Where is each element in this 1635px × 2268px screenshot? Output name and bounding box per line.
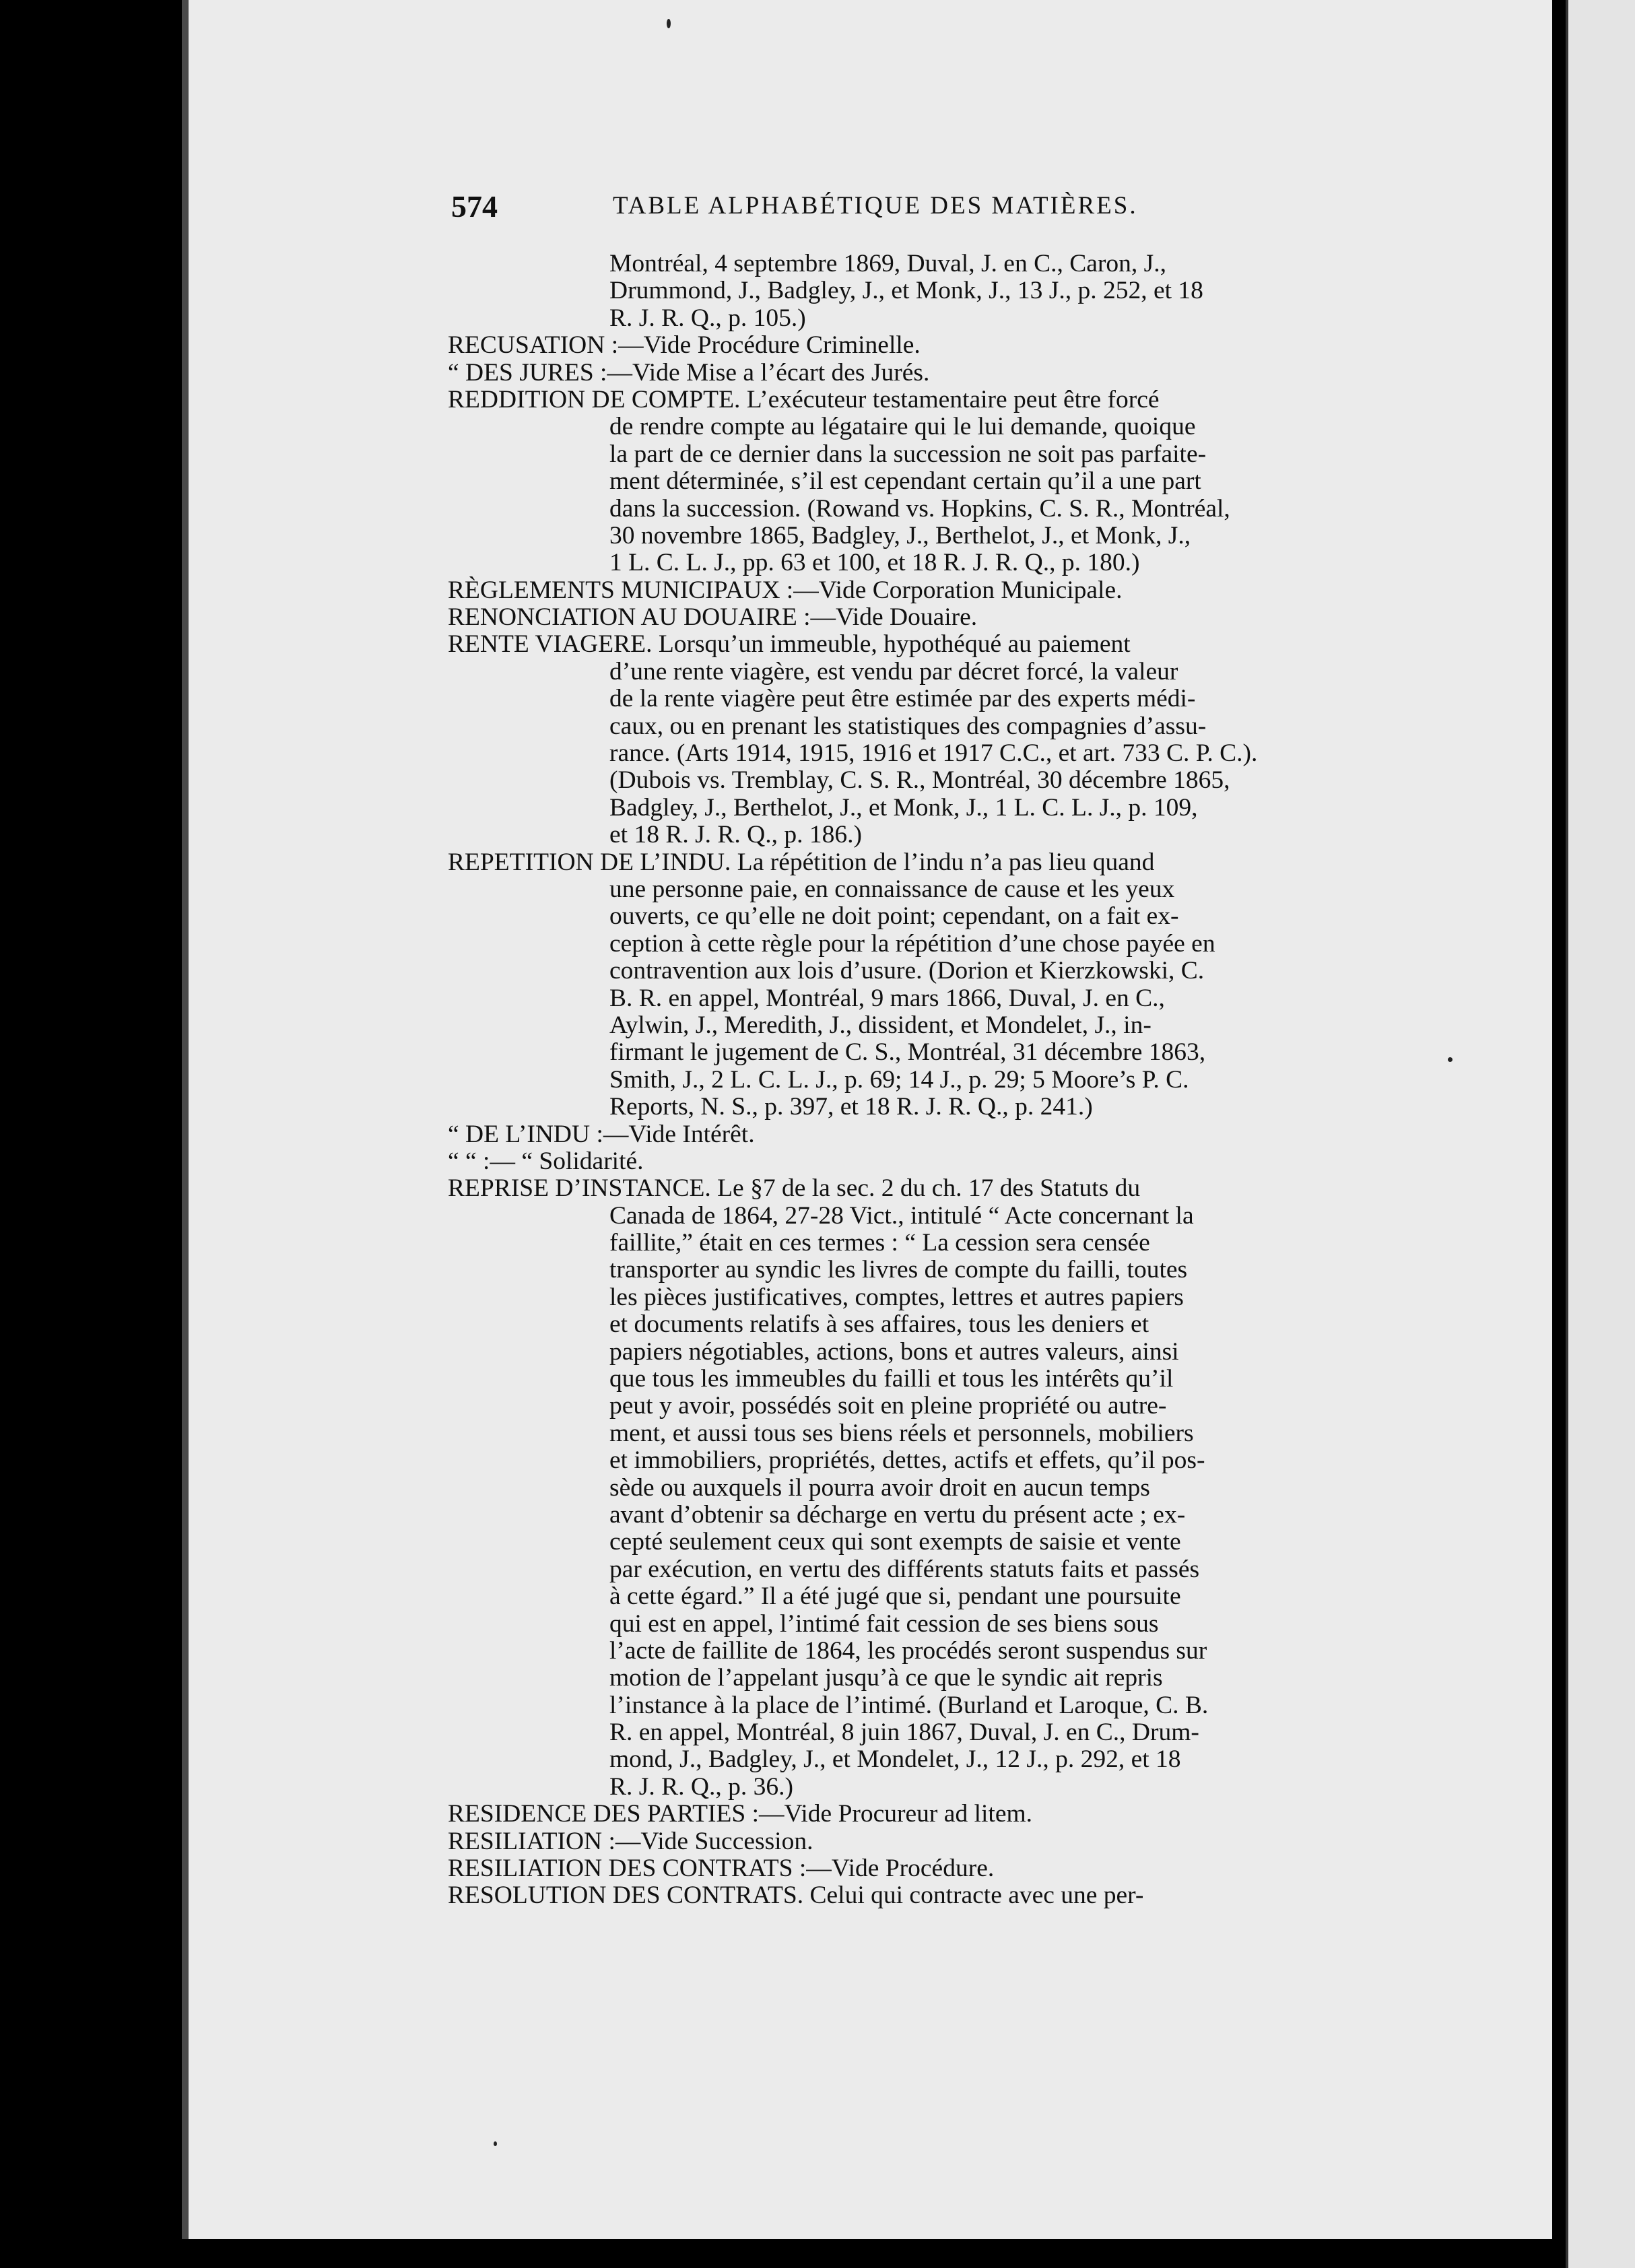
index-line: à cette égard.” Il a été jugé que si, pendant une poursuite [609,1582,1181,1611]
index-line: ception à cette règle pour la répétition d’une chose payée en [609,929,1215,958]
index-line: RENTE VIAGERE. Lorsqu’un immeuble, hypothéqué au paiement [448,630,1131,659]
index-line: (Dubois vs. Tremblay, C. S. R., Montréal, 30 décembre 1865, [609,766,1230,795]
index-line: Drummond, J., Badgley, J., et Monk, J., 13 J., p. 252, et 18 [609,277,1203,305]
page-number: 574 [451,189,498,224]
index-line: par exécution, en vertu des différents statuts faits et passés [609,1555,1200,1583]
index-line: REDDITION DE COMPTE. L’exécuteur testamentaire peut être forcé [448,385,1160,413]
index-line: dans la succession. (Rowand vs. Hopkins, C. S. R., Montréal, [609,494,1230,523]
index-line: et 18 R. J. R. Q., p. 186.) [609,821,862,849]
index-line: faillite,” était en ces termes : “ La cession sera censée [609,1229,1150,1257]
index-line: d’une rente viagère, est vendu par décret forcé, la valeur [609,657,1178,686]
index-line: REPRISE D’INSTANCE. Le §7 de la sec. 2 du ch. 17 des Statuts du [448,1174,1141,1203]
index-line: RESOLUTION DES CONTRATS. Celui qui contracte avec une per- [448,1881,1144,1910]
index-line: ment, et aussi tous ses biens réels et personnels, mobiliers [609,1419,1194,1447]
index-line: RÈGLEMENTS MUNICIPAUX :—Vide Corporation Municipale. [448,576,1123,604]
index-line: REPETITION DE L’INDU. La répétition de l’indu n’a pas lieu quand [448,848,1155,876]
index-line: motion de l’appelant jusqu’à ce que le syndic ait repris [609,1664,1163,1692]
index-line: Badgley, J., Berthelot, J., et Monk, J., 1 L. C. L. J., p. 109, [609,793,1198,822]
index-line: 30 novembre 1865, Badgley, J., Berthelot, J., et Monk, J., [609,521,1191,549]
index-line: de la rente viagère peut être estimée par des experts médi- [609,685,1196,713]
scan-margin-bottom [182,2239,1552,2268]
index-line: R. en appel, Montréal, 8 juin 1867, Duval, J. en C., Drum- [609,1719,1199,1747]
index-line: l’instance à la place de l’intimé. (Burland et Laroque, C. B. [609,1691,1209,1719]
index-line: RECUSATION :—Vide Procédure Criminelle. [448,331,921,360]
index-line: une personne paie, en connaissance de cause et les yeux [609,875,1175,903]
index-line: que tous les immeubles du failli et tous les intérêts qu’il [609,1365,1174,1393]
index-line: la part de ce dernier dans la succession ne soit pas parfaite- [609,440,1207,468]
index-line: de rendre compte au légataire qui le lui demande, quoique [609,413,1196,441]
index-line: RESIDENCE DES PARTIES :—Vide Procureur ad litem. [448,1800,1033,1828]
index-line: Aylwin, J., Meredith, J., dissident, et Mondelet, J., in- [609,1011,1152,1039]
index-line: et immobiliers, propriétés, dettes, actifs et effets, qu’il pos- [609,1446,1205,1475]
index-line: les pièces justificatives, comptes, lettres et autres papiers [609,1283,1184,1311]
index-line: sède ou auxquels il pourra avoir droit en aucun temps [609,1473,1150,1502]
index-line: l’acte de faillite de 1864, les procédés seront suspendus sur [609,1636,1207,1665]
index-line: R. J. R. Q., p. 105.) [609,304,806,332]
index-line: RESILIATION :—Vide Succession. [448,1827,813,1855]
index-line: Montréal, 4 septembre 1869, Duval, J. en C., Caron, J., [609,250,1166,277]
index-line: RENONCIATION AU DOUAIRE :—Vide Douaire. [448,603,978,632]
index-line: R. J. R. Q., p. 36.) [609,1772,793,1801]
index-line: contravention aux lois d’usure. (Dorion et Kierzkowski, C. [609,957,1205,985]
index-line: RESILIATION DES CONTRATS :—Vide Procédure. [448,1855,995,1883]
index-line: cepté seulement ceux qui sont exempts de saisie et vente [609,1528,1181,1556]
index-line: papiers négotiables, actions, bons et autres valeurs, ainsi [609,1337,1179,1366]
index-line: “ DE L’INDU :—Vide Intérêt. [448,1120,755,1148]
scan-speck [1448,1057,1453,1062]
index-line: Smith, J., 2 L. C. L. J., p. 69; 14 J., p. 29; 5 Moore’s P. C. [609,1065,1189,1094]
index-line: transporter au syndic les livres de compte du failli, toutes [609,1256,1188,1284]
index-line: avant d’obtenir sa décharge en vertu du présent acte ; ex- [609,1500,1186,1529]
index-line: rance. (Arts 1914, 1915, 1916 et 1917 C.C., et art. 733 C. P. C.). [609,739,1258,768]
scan-speck [494,2141,497,2146]
page-header [451,189,1407,229]
index-entries [448,251,1401,1910]
index-line: caux, ou en prenant les statistiques des compagnies d’assu- [609,712,1207,740]
index-line: ment déterminée, s’il est cependant certain qu’il a une part [609,467,1201,496]
index-line: ouverts, ce qu’elle ne doit point; cependant, on a fait ex- [609,902,1179,931]
index-line: mond, J., Badgley, J., et Mondelet, J., 12 J., p. 292, et 18 [609,1745,1181,1774]
index-line: Reports, N. S., p. 397, et 18 R. J. R. Q., p. 241.) [609,1093,1093,1121]
index-line: firmant le jugement de C. S., Montréal, 31 décembre 1863, [609,1038,1206,1067]
index-line: “ “ :— “ Solidarité. [448,1147,644,1175]
index-line: peut y avoir, possédés soit en pleine propriété ou autre- [609,1392,1167,1420]
index-line: 1 L. C. L. J., pp. 63 et 100, et 18 R. J. R. Q., p. 180.) [609,549,1140,577]
index-line: B. R. en appel, Montréal, 9 mars 1866, Duval, J. en C., [609,984,1165,1012]
running-title: TABLE ALPHABÉTIQUE DES MATIÈRES. [613,192,1138,220]
index-line: “ DES JURES :—Vide Mise a l’écart des Jurés. [448,358,930,387]
index-line: et documents relatifs à ses affaires, tous les deniers et [609,1310,1149,1339]
adjacent-page-edge [1566,0,1635,2268]
index-line: qui est en appel, l’intimé fait cession de ses biens sous [609,1609,1159,1638]
index-line: Canada de 1864, 27-28 Vict., intitulé “ Acte concernant la [609,1201,1194,1230]
scan-speck [667,19,671,28]
